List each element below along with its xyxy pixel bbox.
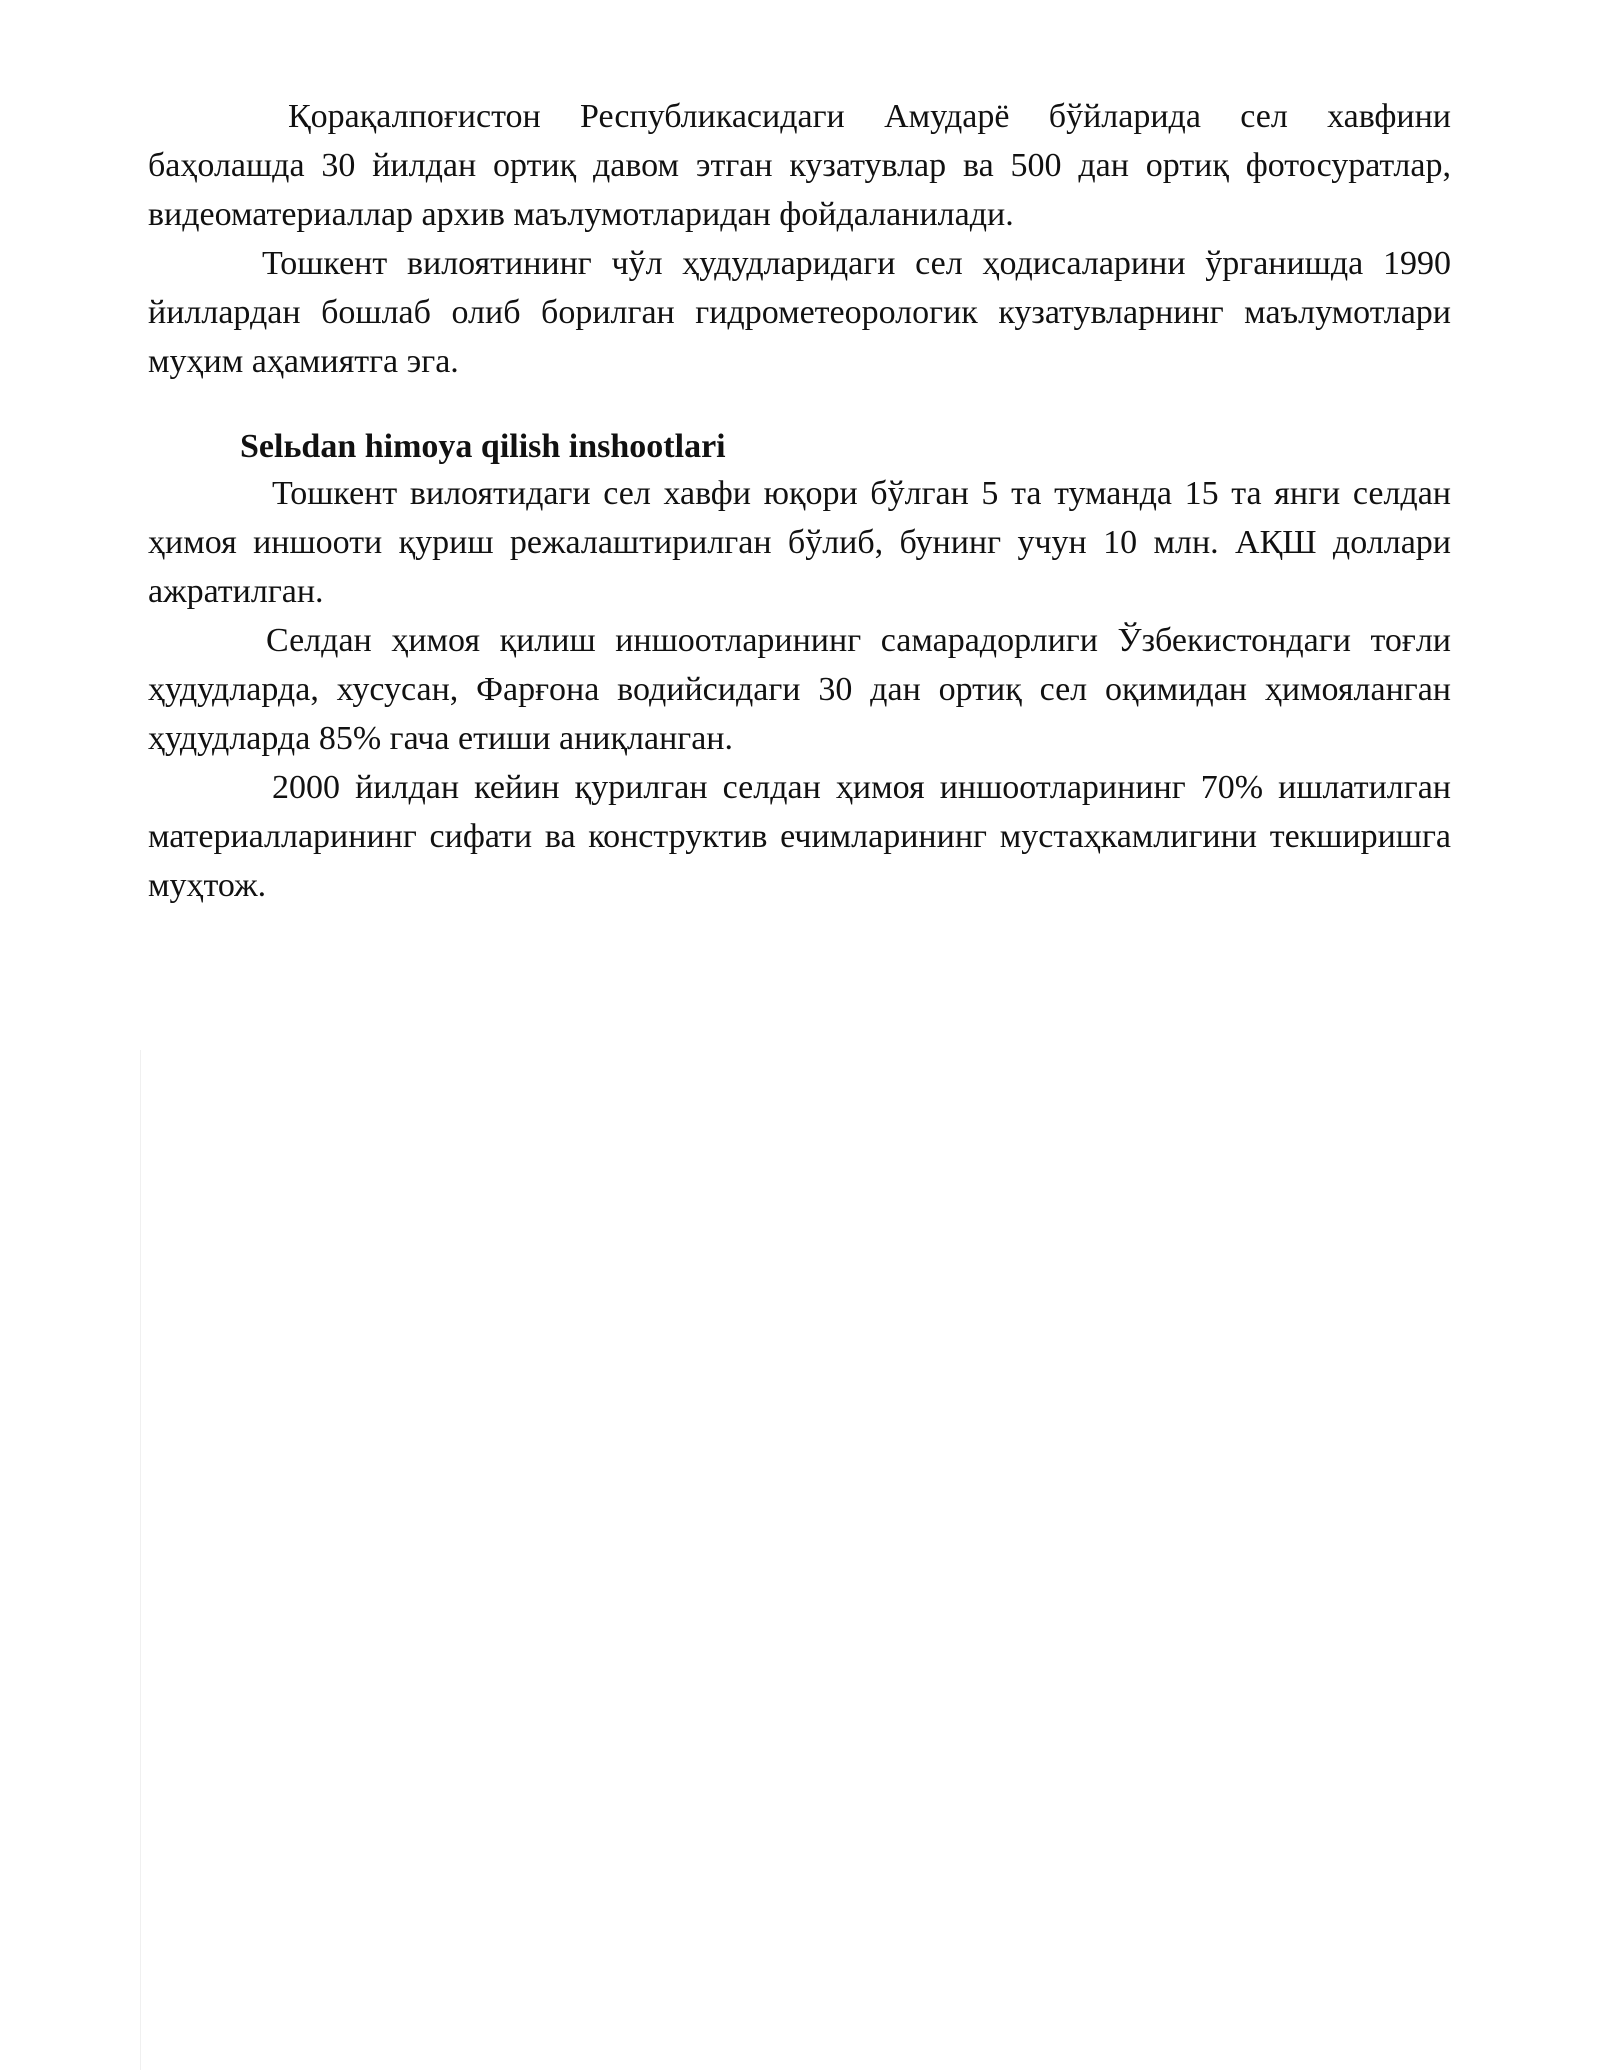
page-margin-line — [140, 1050, 141, 2070]
paragraph-tashkent-desert-observations: Тошкент вилоятининг чўл ҳудудларидаги сел ҳодисаларини ўрганишда 1990 йиллардан бошлаб олиб борилган гидрометеорологик кузатувларнинг маълумотлари муҳим аҳамиятга эга. — [148, 245, 1451, 380]
paragraph-karakalpakstan-observations: Қорақалпоғистон Республикасидаги Амударё бўйларида сел хавфини баҳолашда 30 йилдан ортиқ давом этган кузатувлар ва 500 дан ортиқ фотосуратлар, видеоматериаллар архив маълумотларидан фойдаланилади. — [148, 98, 1451, 233]
section-heading: Selьdan himoya qilish inshootlari — [240, 428, 726, 465]
paragraph-protection-efficiency: Селдан ҳимоя қилиш иншоотларининг самарадорлиги Ўзбекистондаги тоғли ҳудудларда, хусусан, Фарғона водийсидаги 30 дан ортиқ сел оқимидан ҳимояланган ҳудудларда 85% гача етиши аниқланган. — [148, 622, 1451, 757]
paragraph-structures-inspection: 2000 йилдан кейин қурилган селдан ҳимоя иншоотларининг 70% ишлатилган материалларининг сифати ва конструктив ечимларининг мустаҳкамлигини текширишга муҳтож. — [148, 769, 1451, 904]
document-body — [148, 92, 1451, 910]
paragraph-new-protection-structures: Тошкент вилоятидаги сел хавфи юқори бўлган 5 та туманда 15 та янги селдан ҳимоя иншооти қуриш режалаштирилган бўлиб, бунинг учун 10 млн. АҚШ доллари ажратилган. — [148, 475, 1451, 610]
